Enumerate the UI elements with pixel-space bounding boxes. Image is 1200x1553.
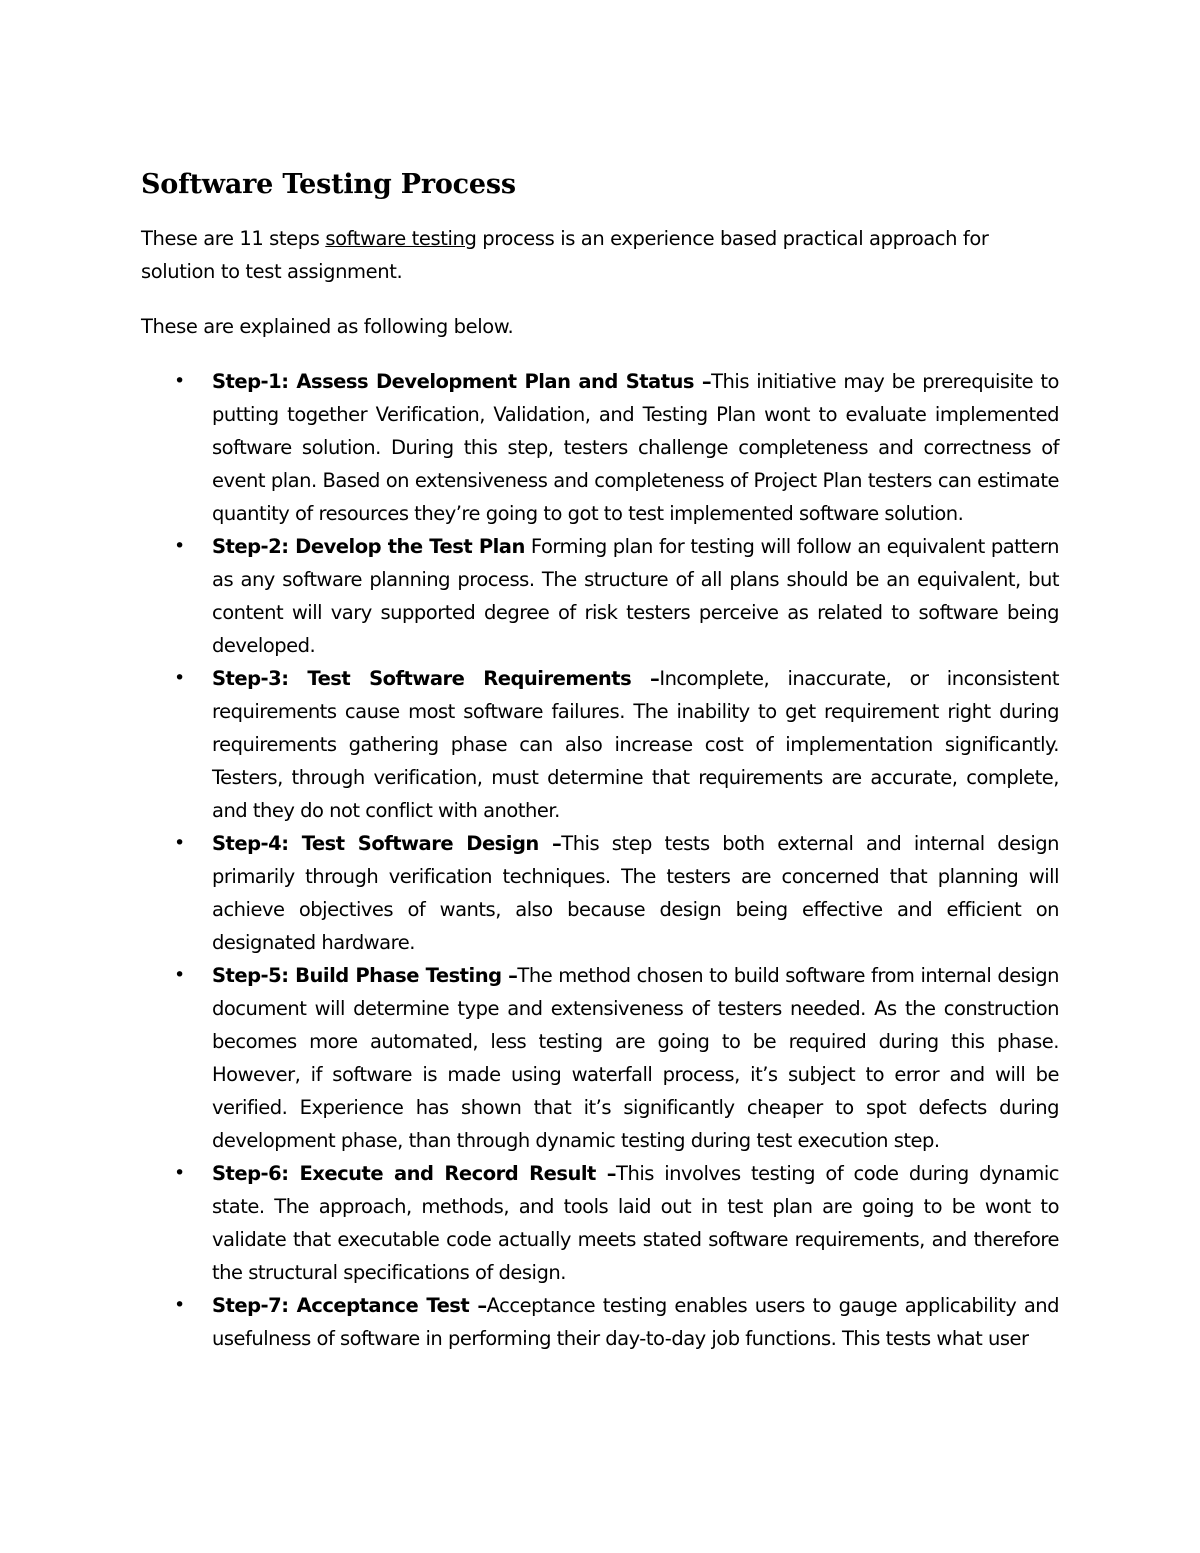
intro-text-before-link: These are 11 steps <box>141 227 326 250</box>
step-item-5 <box>174 959 1060 1157</box>
bullet-icon: • <box>174 535 185 557</box>
bullet-icon: • <box>174 964 185 986</box>
step-label: Step-4: Test Software Design – <box>212 832 562 855</box>
step-item-1 <box>174 365 1059 530</box>
step-label: Step-5: Build Phase Testing – <box>212 964 518 987</box>
step-item-7 <box>174 1289 1060 1355</box>
step-item-3 <box>174 662 1059 827</box>
step-text: Acceptance testing enables users to gauge applicability and usefulness of software in performing their day-to-day job functions. This tests what user <box>212 1294 1060 1350</box>
lead-in-paragraph: These are explained as following below. <box>141 315 514 338</box>
document-title: Software Testing Process <box>141 169 516 200</box>
bullet-icon: • <box>174 1162 185 1184</box>
bullet-icon: • <box>174 370 185 392</box>
step-text: This step tests both external and internal design primarily through verification techniques. The testers are concerned that planning will achieve objectives of wants, also because design being effective and efficient on designated hardware. <box>212 832 1059 954</box>
intro-text-after-link: process is an experience based practical approach for solution to test assignment. <box>141 227 989 283</box>
step-item-4 <box>174 827 1059 959</box>
bullet-icon: • <box>174 667 185 689</box>
step-item-2 <box>174 530 1060 662</box>
step-item-6 <box>174 1157 1060 1289</box>
step-text: Incomplete, inaccurate, or inconsistent requirements cause most software failures. The inability to get requirement right during requirements gathering phase can also increase cost of implementation significantly. Testers, through verification, must determine that requirements are accurate, complete, and they do not conflict with another. <box>212 667 1059 822</box>
step-text: This involves testing of code during dynamic state. The approach, methods, and tools laid out in test plan are going to be wont to validate that executable code actually meets stated software requirements, and therefore the structural specifications of design. <box>212 1162 1060 1284</box>
step-label: Step-2: Develop the Test Plan <box>212 535 525 558</box>
step-label: Step-7: Acceptance Test – <box>212 1294 487 1317</box>
step-text: The method chosen to build software from internal design document will determine type and extensiveness of testers needed. As the construction becomes more automated, less testing are going to be required during this phase. However, if software is made using waterfall process, it’s subject to error and will be verified. Experience has shown that it’s significantly cheaper to spot defects during development phase, than through dynamic testing during test execution step. <box>212 964 1060 1152</box>
step-label: Step-3: Test Software Requirements – <box>212 667 660 690</box>
software-testing-link[interactable]: software testing <box>325 227 477 250</box>
step-text: Forming plan for testing will follow an equivalent pattern as any software planning process. The structure of all plans should be an equivalent, but content will vary supported degree of risk testers perceive as related to software being developed. <box>212 535 1060 657</box>
bullet-icon: • <box>174 1294 185 1316</box>
intro-paragraph <box>141 222 1059 288</box>
step-label: Step-6: Execute and Record Result – <box>212 1162 617 1185</box>
document-page <box>141 160 1059 1355</box>
bullet-icon: • <box>174 832 185 854</box>
step-text: This initiative may be prerequisite to putting together Verification, Validation, and Testing Plan wont to evaluate implemented software solution. During this step, testers challenge completeness and correctness of event plan. Based on extensiveness and completeness of Project Plan testers can estimate quantity of resources they’re going to got to test implemented software solution. <box>212 370 1059 525</box>
steps-list <box>141 365 1059 1355</box>
step-label: Step-1: Assess Development Plan and Status – <box>212 370 712 393</box>
